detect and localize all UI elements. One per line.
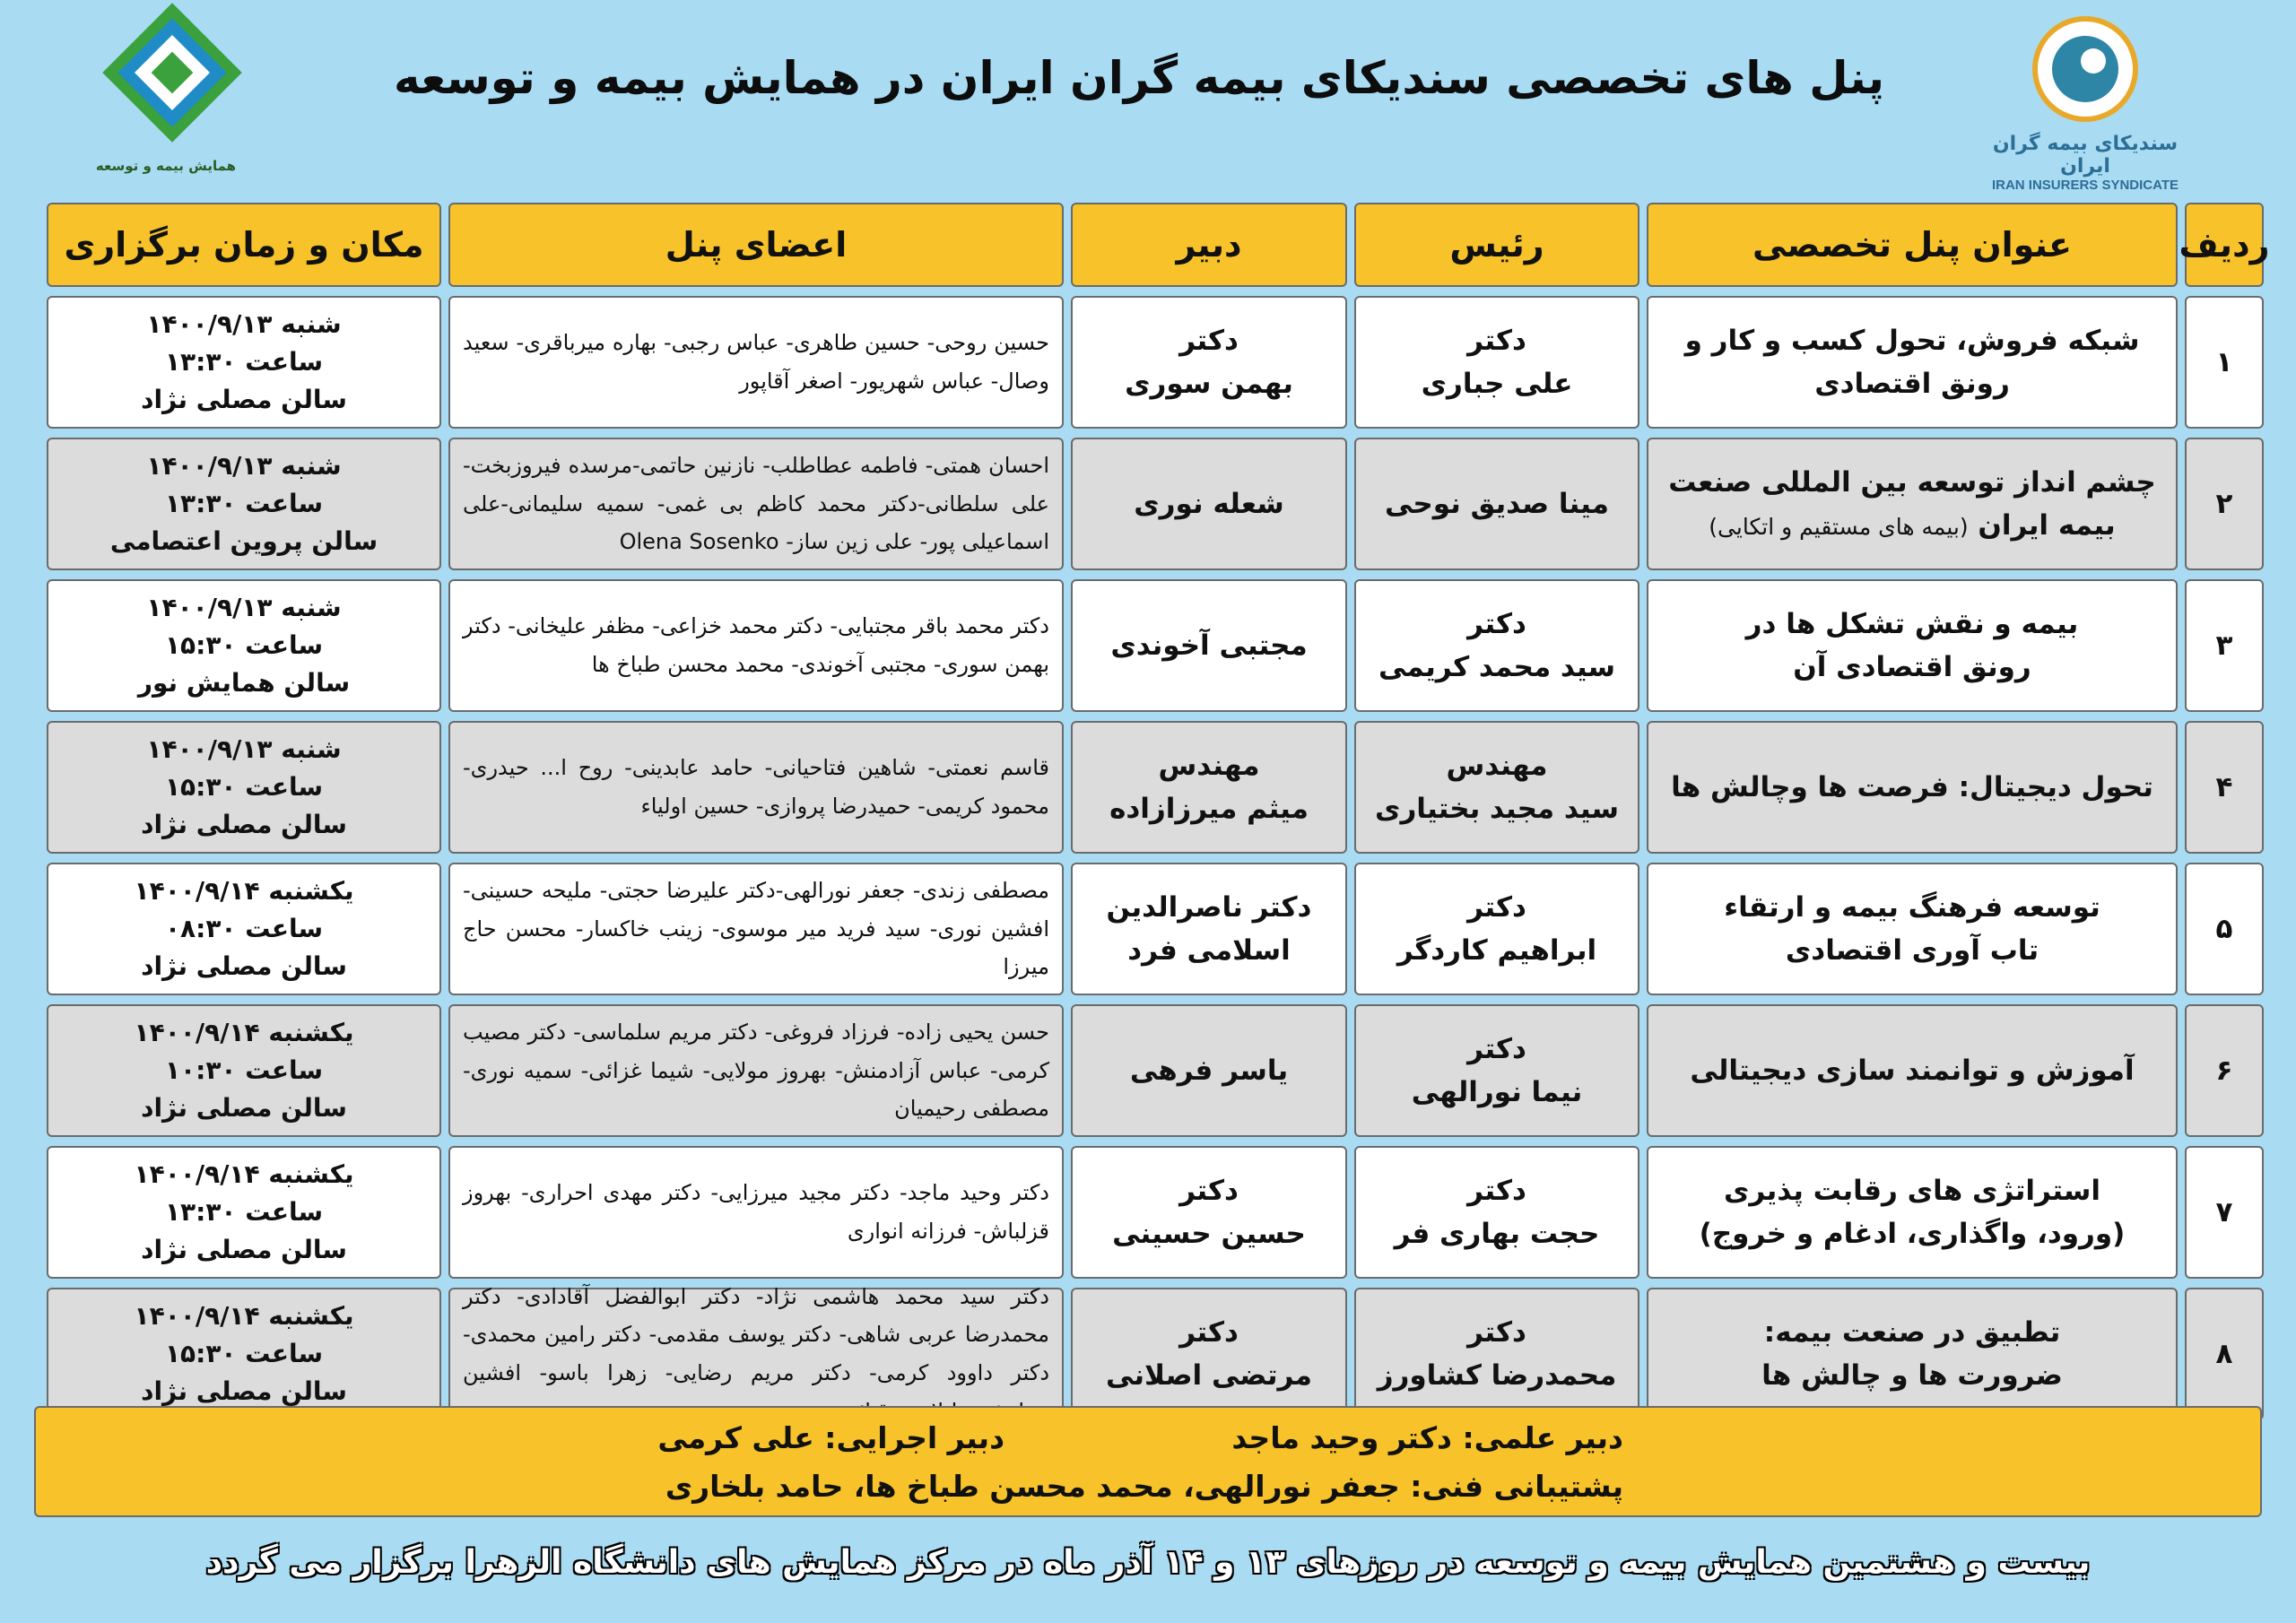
panel-place-time [47,1146,441,1279]
panel-secretary [1071,1288,1347,1420]
conference-emblem-icon [85,13,247,138]
chair-line: مهندس [1446,749,1548,782]
secretary-line: یاسر فرهی [1129,1054,1289,1087]
technical-support: پشتیبانی فنی: جعفر نورالهی، محمد محسن طباخ ها، حامد بلخاری [665,1469,1623,1504]
table-row [32,721,2264,854]
header-panel-title: عنوان پنل تخصصی [1647,203,2178,287]
panel-title [1647,863,2178,995]
scientific-secretary: دبیر علمی: دکتر وحید ماجد [1231,1420,1623,1455]
place-hall: سالن همایش نور [137,668,351,698]
place-hall: سالن مصلی نژاد [141,810,347,839]
panel-secretary [1071,579,1347,712]
panel-title-line: استراتژی های رقابت پذیری [1723,1174,2101,1207]
organizers-box [34,1406,2262,1517]
panel-place-time [47,296,441,429]
panel-place-time [47,1288,441,1420]
panel-secretary [1071,1146,1347,1279]
table-row [32,1283,2264,1420]
panel-title-line: تحول دیجیتال: فرصت ها وچالش ها [1671,770,2153,803]
chair-line: دکتر [1467,607,1526,640]
conference-logo [72,13,260,183]
panel-members [448,1283,1064,1420]
members-text: مصطفی زندی- جعفر نورالهی-دکتر علیرضا حجتی- ملیحه حسینی- افشین نوری- سید فرید میر موسوی- زینب خاکسار- محسن حاج میرزا [463,877,1049,980]
members-text: احسان همتی- فاطمه عطاطلب- نازنین حاتمی-مرسده فیروزبخت-علی سلطانی-دکتر محمد کاظم بی غمی- سمیه سلیمانی-علی اسماعیلی پور- علی زین ساز- Olena Sosenko [463,452,1049,555]
event-announcement: بیست و هشتمین همایش بیمه و توسعه در روزهای ۱۳ و ۱۴ آذر ماه در مرکز همایش های دانشگاه الزهرا برگزار می گردد [205,1544,2091,1581]
row-number: ۴ [2185,721,2264,854]
row-number: ۲ [2185,438,2264,570]
panel-chair [1354,1146,1639,1279]
syndicate-emblem-icon [2032,16,2138,122]
place-time: ساعت ۰۸:۳۰ [164,914,324,943]
members-text: دکتر محمد باقر مجتبایی- دکتر محمد خزاعی- مظفر علیخانی- دکتر بهمن سوری- مجتبی آخوندی- محمد محسن طباخ ها [463,613,1049,677]
panel-chair [1354,721,1639,854]
place-time: ساعت ۱۵:۳۰ [164,1339,324,1368]
panel-title [1647,579,2178,712]
panel-title-line: بیمه و نقش تشکل ها در [1745,607,2079,640]
panel-members [448,1004,1064,1137]
place-hall: سالن مصلی نژاد [141,1376,347,1406]
place-time: ساعت ۱۳:۳۰ [164,489,324,518]
panel-title [1647,438,2178,570]
conference-logo-caption: همایش بیمه و توسعه [95,158,237,174]
panel-members [448,579,1064,712]
panel-secretary [1071,721,1347,854]
header-secretary: دبیر [1071,203,1347,287]
panel-members [448,438,1064,570]
header-members: اعضای پنل [448,203,1064,287]
panel-title [1647,1004,2178,1137]
panel-chair [1354,1288,1639,1420]
chair-line: محمدرضا کشاورز [1377,1359,1617,1392]
table-header [32,203,2270,287]
panel-title-line: توسعه فرهنگ بیمه و ارتقاء [1724,890,2100,924]
row-number: ۵ [2185,863,2264,995]
chair-line: دکتر [1467,1032,1526,1065]
panel-title [1647,1288,2178,1420]
panel-members [448,863,1064,995]
place-date: شنبه ۱۴۰۰/۹/۱۳ [146,451,342,481]
place-date: یکشنبه ۱۴۰۰/۹/۱۴ [134,1301,354,1331]
place-date: یکشنبه ۱۴۰۰/۹/۱۴ [134,1018,354,1047]
table-row [32,863,2264,995]
secretary-line: بهمن سوری [1125,368,1293,400]
place-time: ساعت ۱۵:۳۰ [164,772,324,802]
chair-line: علی جباری [1421,368,1573,400]
row-number: ۶ [2185,1004,2264,1137]
members-text: حسین روحی- حسین طاهری- عباس رجبی- بهاره میرباقری- سعید وصال- عباس شهریور- اصغر آقاپور [463,330,1049,394]
secretary-line: میثم میرزازاده [1109,793,1309,825]
secretary-line: مرتضی اصلانی [1106,1359,1312,1392]
panel-title-line: چشم انداز توسعه بین المللی صنعت [1668,465,2156,499]
panel-chair [1354,296,1639,429]
place-date: یکشنبه ۱۴۰۰/۹/۱۴ [134,1159,354,1189]
panel-chair [1354,863,1639,995]
table-row [32,296,2264,429]
place-time: ساعت ۱۰:۳۰ [164,1055,324,1085]
row-number: ۳ [2185,579,2264,712]
panel-secretary [1071,863,1347,995]
chair-line: ابراهیم کاردگر [1396,934,1597,967]
chair-line: دکتر [1467,890,1526,924]
row-number: ۱ [2185,296,2264,429]
place-hall: سالن مصلی نژاد [141,385,347,414]
panel-title-note: (بیمه های مستقیم و اتکایی) [1709,514,1969,540]
panel-title-line [1709,504,2115,547]
page-title: پنل های تخصصی سندیکای بیمه گران ایران در همایش بیمه و توسعه [393,52,1885,104]
panel-place-time [47,438,441,570]
panel-title-line: (ورود، واگذاری، ادغام و خروج) [1699,1218,2126,1250]
place-date: یکشنبه ۱۴۰۰/۹/۱۴ [134,876,354,906]
secretary-line: دکتر [1179,324,1239,357]
place-time: ساعت ۱۵:۳۰ [164,630,324,660]
secretary-line: شعله نوری [1134,487,1284,520]
place-hall: سالن پروین اعتصامی [109,526,378,556]
place-time: ساعت ۱۳:۳۰ [164,347,324,377]
chair-line: حجت بهاری فر [1394,1218,1600,1250]
secretary-line: دکتر [1179,1174,1239,1207]
place-time: ساعت ۱۳:۳۰ [164,1197,324,1227]
place-hall: سالن مصلی نژاد [141,1093,347,1123]
header-chair: رئیس [1354,203,1639,287]
panel-title [1647,721,2178,854]
panel-title-line: تاب آوری اقتصادی [1785,934,2039,967]
secretary-line: دکتر ناصرالدین [1106,890,1312,924]
place-date: شنبه ۱۴۰۰/۹/۱۳ [146,593,342,622]
panel-place-time [47,1004,441,1137]
members-text: دکتر وحید ماجد- دکتر مجید میرزایی- دکتر مهدی احراری- بهروز قزلباش- فرزانه انواری [463,1180,1049,1244]
table-row [32,579,2264,712]
chair-line: مینا صدیق نوحی [1385,487,1609,520]
table-row [32,438,2264,570]
panel-title-main: بیمه ایران [1978,509,2116,542]
panel-title-line: شبکه فروش، تحول کسب و کار و [1684,324,2140,357]
table-row [32,1004,2264,1137]
table-row [32,1146,2264,1279]
panel-secretary [1071,438,1347,570]
panel-place-time [47,721,441,854]
place-date: شنبه ۱۴۰۰/۹/۱۳ [146,309,342,339]
place-hall: سالن مصلی نژاد [141,1235,347,1264]
panel-members [448,721,1064,854]
chair-line: سید مجید بختیاری [1375,793,1619,825]
panel-place-time [47,579,441,712]
panel-chair [1354,1004,1639,1137]
secretary-line: مهندس [1158,749,1260,782]
panel-title [1647,296,2178,429]
row-number: ۸ [2185,1288,2264,1420]
secretary-line: دکتر [1179,1315,1239,1349]
panel-place-time [47,863,441,995]
panel-title [1647,1146,2178,1279]
syndicate-logo [1982,16,2188,193]
secretary-line: اسلامی فرد [1127,934,1291,967]
members-text: دکتر سید محمد هاشمی نژاد- دکتر ابوالفضل آقادادی- دکتر محمدرضا عربی شاهی- دکتر یوسف مقدمی- دکتر رامین محمدی- دکتر داوود کرمی- دکتر مریم رضایی- زهرا باسو- افشین [463,1283,1049,1385]
panel-members [448,296,1064,429]
executive-secretary: دبیر اجرایی: علی کرمی [657,1420,1004,1455]
panel-secretary [1071,296,1347,429]
row-number: ۷ [2185,1146,2264,1279]
members-text: قاسم نعمتی- شاهین فتاحیانی- حامد عابدینی- روح ا... حیدری- محمود کریمی- حمیدرضا پروازی- حسین اولیاء [463,755,1049,819]
syndicate-name-fa: سندیکای بیمه گران ایران [1992,133,2179,178]
panel-title-line: آموزش و توانمند سازی دیجیتالی [1690,1054,2135,1087]
header-place-time: مکان و زمان برگزاری [47,203,441,287]
syndicate-name-en: IRAN INSURERS SYNDICATE [1991,178,2179,193]
panel-title-line: تطبیق در صنعت بیمه: [1763,1315,2061,1349]
secretary-line: مجتبی آخوندی [1110,629,1308,662]
panel-members [448,1146,1064,1279]
members-text: حسن یحیی زاده- فرزاد فروغی- دکتر مریم سلماسی- دکتر مصیب کرمی- عباس آزادمنش- بهروز مولایی- شیما غزائی- سمیه نوری- مصطفی رحیمیان [463,1019,1049,1122]
chair-line: نیما نورالهی [1411,1076,1583,1108]
header-row-number: ردیف [2185,203,2264,287]
place-hall: سالن مصلی نژاد [141,951,347,981]
panel-title-line: رونق اقتصادی آن [1793,651,2031,683]
panel-chair [1354,438,1639,570]
panels-table [32,203,2270,1429]
panel-title-line: رونق اقتصادی [1814,368,2010,400]
place-date: شنبه ۱۴۰۰/۹/۱۳ [146,734,342,764]
chair-line: دکتر [1467,1315,1526,1349]
panel-title-line: ضرورت ها و چالش ها [1761,1359,2063,1392]
panel-secretary [1071,1004,1347,1137]
secretary-line: حسین حسینی [1112,1218,1306,1250]
chair-line: سید محمد کریمی [1378,651,1615,683]
panel-chair [1354,579,1639,712]
chair-line: دکتر [1467,324,1526,357]
chair-line: دکتر [1467,1174,1526,1207]
